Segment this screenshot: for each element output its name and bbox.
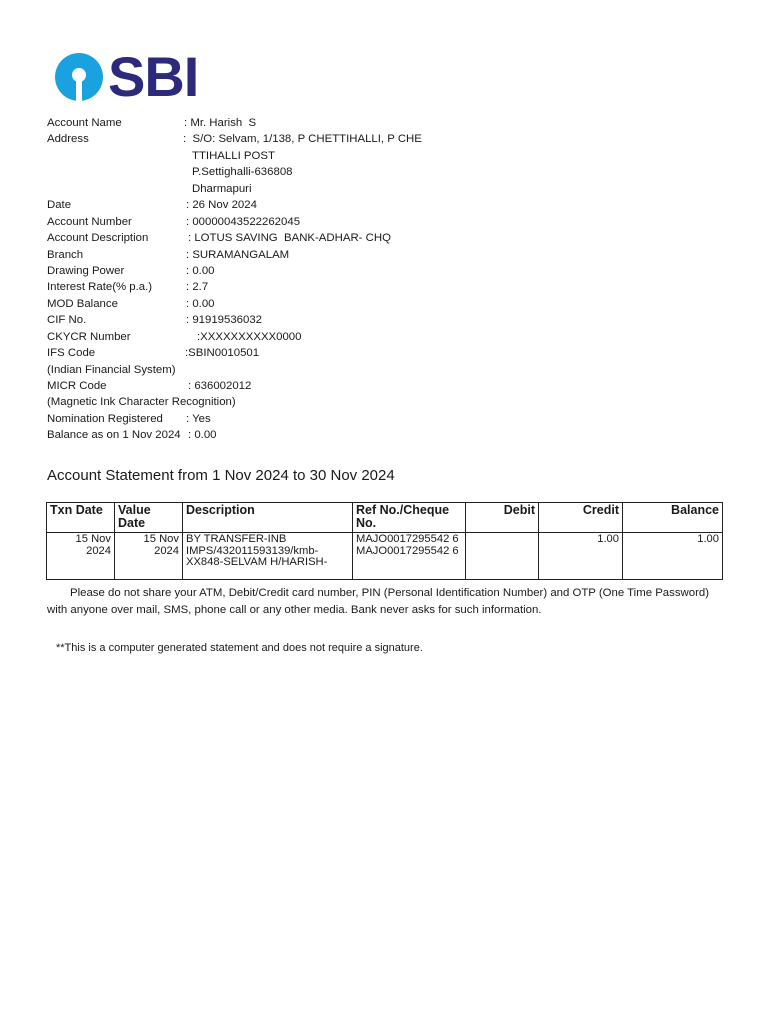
detail-label: Branch bbox=[47, 248, 84, 261]
detail-label: Date bbox=[47, 199, 72, 212]
cell-credit: 1.00 bbox=[539, 533, 623, 580]
detail-value: : 0.00 bbox=[186, 297, 215, 310]
col-header-value-date: Value Date bbox=[115, 503, 183, 533]
detail-value: : 91919536032 bbox=[186, 314, 263, 327]
cell-txn-date: 15 Nov 2024 bbox=[47, 533, 115, 580]
cell-debit bbox=[466, 533, 539, 580]
detail-label: Balance as on 1 Nov 2024 bbox=[47, 429, 181, 442]
detail-label: MICR Code bbox=[47, 380, 107, 392]
detail-label: MOD Balance bbox=[47, 297, 118, 310]
detail-value: TTIHALLI POST bbox=[192, 149, 275, 162]
cell-value-date: 15 Nov 2024 bbox=[115, 533, 183, 580]
col-header-txn-date: Txn Date bbox=[47, 503, 115, 533]
signature-footnote: **This is a computer generated statement and does not require a signature. bbox=[56, 642, 423, 654]
detail-label: Account Name bbox=[47, 117, 122, 129]
detail-label: Account Number bbox=[47, 215, 132, 228]
detail-label: (Magnetic Ink Character Recognition) bbox=[47, 396, 236, 409]
detail-label: (Indian Financial System) bbox=[47, 363, 176, 376]
detail-label: Account Description bbox=[47, 232, 149, 245]
detail-label: CKYCR Number bbox=[47, 330, 131, 343]
detail-value: :SBIN0010501 bbox=[185, 347, 260, 360]
logo-text: SBI bbox=[108, 45, 199, 108]
detail-value: : 26 Nov 2024 bbox=[186, 199, 257, 212]
detail-label: Address bbox=[47, 133, 89, 146]
detail-value: :XXXXXXXXXX0000 bbox=[197, 330, 302, 343]
detail-value: : 2.7 bbox=[186, 281, 209, 294]
detail-value: : SURAMANGALAM bbox=[186, 248, 290, 261]
col-header-debit: Debit bbox=[466, 503, 539, 533]
detail-value: Dharmapuri bbox=[192, 182, 252, 195]
detail-value: : 0.00 bbox=[188, 429, 217, 442]
detail-label: CIF No. bbox=[47, 314, 87, 327]
detail-value: P.Settighalli-636808 bbox=[192, 166, 293, 179]
detail-value: : S/O: Selvam, 1/138, P CHETTIHALLI, P CHE bbox=[183, 133, 422, 146]
detail-label: IFS Code bbox=[47, 347, 96, 360]
sbi-keyhole-icon bbox=[54, 52, 104, 102]
detail-value: : 00000043522262045 bbox=[186, 215, 301, 228]
security-notice: Please do not share your ATM, Debit/Credit card number, PIN (Personal Identification Number) and OTP (One Time Password) with anyone over mail, SMS, phone call or any other media. Bank never asks for such information. bbox=[47, 587, 709, 616]
cell-balance: 1.00 bbox=[623, 533, 723, 580]
detail-value: : Yes bbox=[186, 412, 211, 425]
col-header-balance: Balance bbox=[623, 503, 723, 533]
col-header-credit: Credit bbox=[539, 503, 623, 533]
detail-label: Interest Rate(% p.a.) bbox=[47, 281, 153, 294]
detail-value: : 0.00 bbox=[186, 264, 215, 277]
detail-value: : 636002012 bbox=[188, 380, 252, 392]
transactions-table bbox=[46, 502, 723, 580]
cell-description: BY TRANSFER-INB IMPS/432011593139/kmb-XX848-SELVAM H/HARISH- bbox=[183, 533, 353, 580]
cell-ref-no: MAJO0017295542 6 MAJO0017295542 6 bbox=[353, 533, 466, 580]
table-header-row bbox=[47, 503, 723, 533]
col-header-ref-no: Ref No./Cheque No. bbox=[353, 503, 466, 533]
detail-value: : LOTUS SAVING BANK-ADHAR- CHQ bbox=[188, 232, 391, 245]
col-header-description: Description bbox=[183, 503, 353, 533]
table-row bbox=[47, 533, 723, 580]
detail-value: : Mr. Harish S bbox=[184, 117, 257, 129]
sbi-logo bbox=[54, 45, 199, 108]
detail-label: Nomination Registered bbox=[47, 412, 163, 425]
statement-title: Account Statement from 1 Nov 2024 to 30 Nov 2024 bbox=[47, 467, 395, 484]
detail-label: Drawing Power bbox=[47, 264, 125, 277]
